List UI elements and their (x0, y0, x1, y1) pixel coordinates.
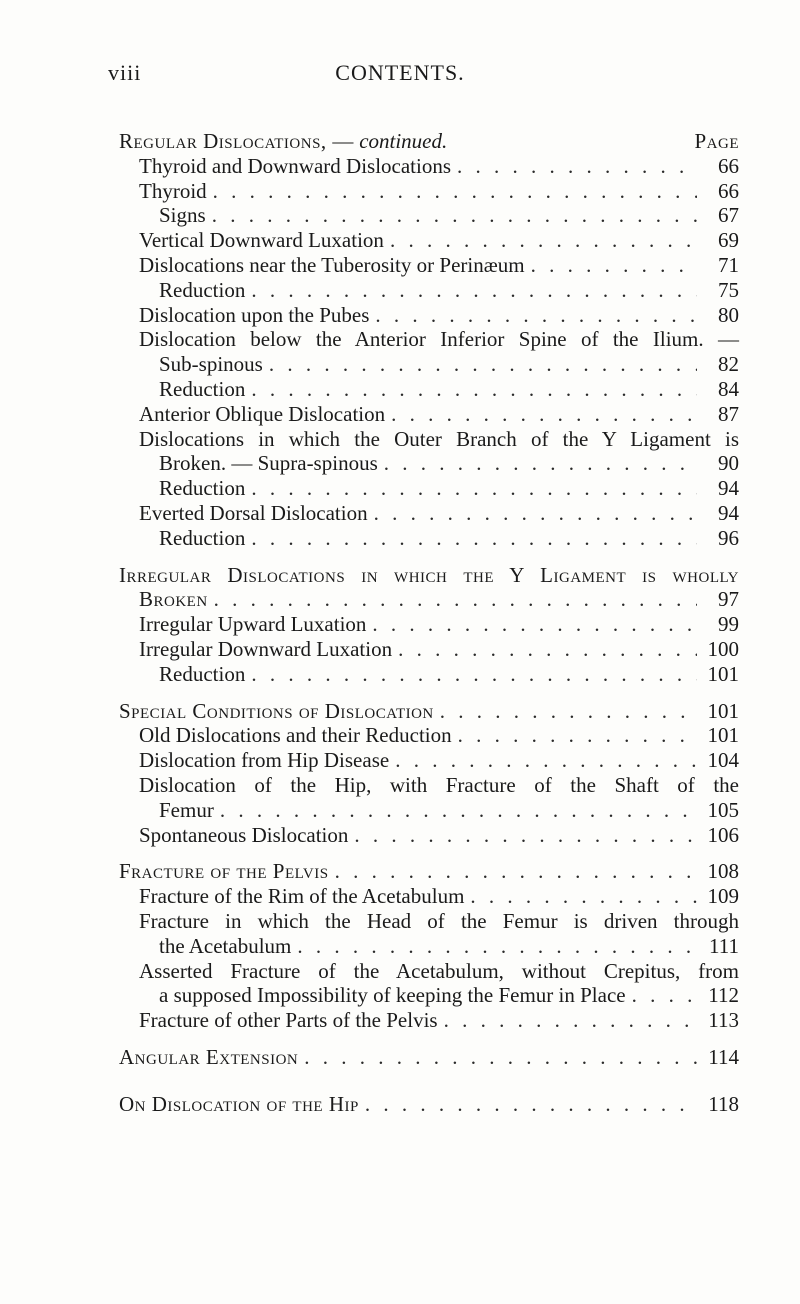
leader-dots (374, 501, 697, 526)
leader-dots (304, 1045, 697, 1070)
leader-dots (395, 748, 697, 773)
toc-entry (139, 612, 739, 637)
leader-dots (269, 352, 697, 377)
toc-entry-title: Anterior Oblique Dislocation (139, 401, 386, 426)
table-of-contents (119, 129, 739, 1116)
toc-entry-title: Signs (159, 203, 206, 228)
leader-dots (212, 203, 697, 228)
toc-entry (139, 723, 739, 748)
toc-entry-page: 94 (718, 476, 739, 501)
leader-dots (297, 934, 697, 959)
toc-entry (159, 451, 739, 476)
section-heading (119, 129, 739, 154)
toc-entry-continued: Dislocation of the Hip, with Fracture of the Shaft of the (139, 772, 739, 797)
toc-entry-page: 71 (718, 252, 739, 277)
toc-entry-continued: Fracture in which the Head of the Femur is driven through (139, 908, 739, 933)
toc-entry-title: Reduction (159, 277, 246, 302)
toc-entry-page: 94 (718, 500, 739, 525)
toc-entry-title: Reduction (159, 376, 246, 401)
toc-entry-page: 111 (709, 933, 739, 958)
toc-entry-title: Fracture of the Pelvis (119, 859, 329, 884)
leader-dots (335, 859, 697, 884)
toc-section (119, 1092, 739, 1117)
toc-section (119, 859, 739, 884)
leader-dots (251, 377, 697, 402)
toc-entry-title: Reduction (159, 661, 246, 686)
toc-entry-title: Reduction (159, 476, 246, 501)
toc-entry-title: Dislocations near the Tuberosity or Perinæum (139, 252, 525, 277)
toc-entry-page: 113 (708, 1008, 739, 1033)
toc-entry (139, 884, 739, 909)
toc-entry-page: 97 (718, 587, 739, 612)
toc-entry-title: Sub-spinous (159, 352, 263, 377)
section-title: Regular Dislocations, — (119, 129, 354, 153)
toc-entry (159, 526, 739, 551)
toc-entry-title: Thyroid (139, 178, 207, 203)
toc-entry-page: 112 (708, 983, 739, 1008)
toc-entry-page: 101 (707, 723, 739, 748)
toc-entry-page: 104 (707, 748, 739, 773)
toc-entry (139, 637, 739, 662)
running-title: CONTENTS. (335, 60, 465, 85)
toc-entry-title: Vertical Downward Luxation (139, 228, 384, 253)
toc-entry-title: Angular Extension (119, 1044, 299, 1069)
toc-entry (139, 253, 739, 278)
toc-entry-title: Broken. — Supra-spinous (159, 451, 378, 476)
leader-dots (214, 587, 697, 612)
toc-entry-continued: Asserted Fracture of the Acetabulum, without Crepitus, from (139, 958, 739, 983)
leader-dots (390, 228, 697, 253)
toc-entry (139, 587, 739, 612)
toc-entry-page: 114 (708, 1044, 739, 1069)
toc-entry-title: On Dislocation of the Hip (119, 1091, 359, 1116)
leader-dots (632, 983, 697, 1008)
toc-entry-page: 101 (707, 698, 739, 723)
page-number: viii (108, 60, 142, 85)
toc-entry (139, 1008, 739, 1033)
toc-section (119, 699, 739, 724)
toc-entry-title: Special Conditions of Dislocation (119, 698, 434, 723)
leader-dots (398, 637, 697, 662)
toc-entry-page: 96 (718, 525, 739, 550)
leader-dots (251, 526, 697, 551)
leader-dots (354, 823, 697, 848)
leader-dots (365, 1092, 697, 1117)
toc-entry-title: the Acetabulum (159, 933, 292, 958)
toc-section (119, 1045, 739, 1070)
leader-dots (391, 402, 697, 427)
toc-entry-page: 84 (718, 376, 739, 401)
leader-dots (531, 253, 697, 278)
toc-entry-continued: Dislocations in which the Outer Branch of the Y Ligament is (139, 426, 739, 451)
toc-entry-title: Thyroid and Downward Dislocations (139, 153, 452, 178)
toc-entry (139, 154, 739, 179)
leader-dots (251, 662, 697, 687)
toc-entry-page: 67 (718, 203, 739, 228)
toc-entry (139, 501, 739, 526)
toc-entry-title: Old Dislocations and their Reduction (139, 723, 452, 748)
toc-entry-title: Spontaneous Dislocation (139, 822, 349, 847)
section-heading: Irregular Dislocations in which the Y Ligament is wholly (119, 562, 739, 587)
toc-entry-page: 69 (718, 228, 739, 253)
toc-entry (159, 278, 739, 303)
leader-dots (457, 154, 697, 179)
leader-dots (372, 612, 697, 637)
toc-entry-page: 99 (718, 612, 739, 637)
toc-entry (139, 823, 739, 848)
toc-entry (159, 983, 739, 1008)
toc-entry-title: Reduction (159, 525, 246, 550)
toc-entry-page: 80 (718, 302, 739, 327)
leader-dots (251, 476, 697, 501)
toc-entry-continued: Dislocation below the Anterior Inferior Spine of the Ilium. — (139, 327, 739, 352)
leader-dots (384, 451, 697, 476)
toc-entry (159, 377, 739, 402)
toc-entry (159, 798, 739, 823)
toc-entry-title: Dislocation upon the Pubes (139, 302, 370, 327)
leader-dots (458, 723, 697, 748)
toc-entry-title: Dislocation from Hip Disease (139, 748, 390, 773)
leader-dots (444, 1008, 697, 1033)
leader-dots (470, 884, 697, 909)
toc-entry (139, 179, 739, 204)
leader-dots (213, 179, 697, 204)
leader-dots (251, 278, 697, 303)
toc-entry-page: 105 (707, 797, 739, 822)
toc-entry-page: 100 (707, 636, 739, 661)
toc-entry-page: 66 (718, 178, 739, 203)
toc-entry-page: 66 (718, 153, 739, 178)
toc-entry (159, 352, 739, 377)
toc-entry (139, 402, 739, 427)
toc-entry (139, 228, 739, 253)
page-header (0, 60, 800, 100)
toc-entry-page: 108 (707, 859, 739, 884)
toc-entry-title: Irregular Downward Luxation (139, 636, 393, 661)
leader-dots (440, 699, 697, 724)
leader-dots (375, 303, 697, 328)
toc-entry-page: 87 (718, 401, 739, 426)
toc-entry-page: 106 (707, 822, 739, 847)
toc-entry-page: 118 (708, 1091, 739, 1116)
toc-entry-page: 101 (707, 661, 739, 686)
toc-entry (159, 934, 739, 959)
toc-entry-page: 90 (718, 451, 739, 476)
toc-entry (159, 476, 739, 501)
toc-entry-page: 82 (718, 352, 739, 377)
toc-entry-page: 75 (718, 277, 739, 302)
toc-entry (159, 203, 739, 228)
section-continued: continued. (359, 129, 448, 153)
toc-entry-page: 109 (707, 884, 739, 909)
toc-entry-title: Broken (139, 587, 208, 612)
toc-entry-title: Everted Dorsal Dislocation (139, 500, 368, 525)
leader-dots (220, 798, 697, 823)
page-column-label: Page (694, 129, 739, 153)
toc-entry (139, 303, 739, 328)
toc-entry-title: Irregular Upward Luxation (139, 612, 367, 637)
toc-entry (159, 662, 739, 687)
toc-entry-title: Fracture of other Parts of the Pelvis (139, 1008, 438, 1033)
toc-entry-title: a supposed Impossibility of keeping the Femur in Place (159, 983, 626, 1008)
toc-entry-title: Femur (159, 797, 214, 822)
toc-entry-title: Fracture of the Rim of the Acetabulum (139, 884, 465, 909)
toc-entry (139, 748, 739, 773)
